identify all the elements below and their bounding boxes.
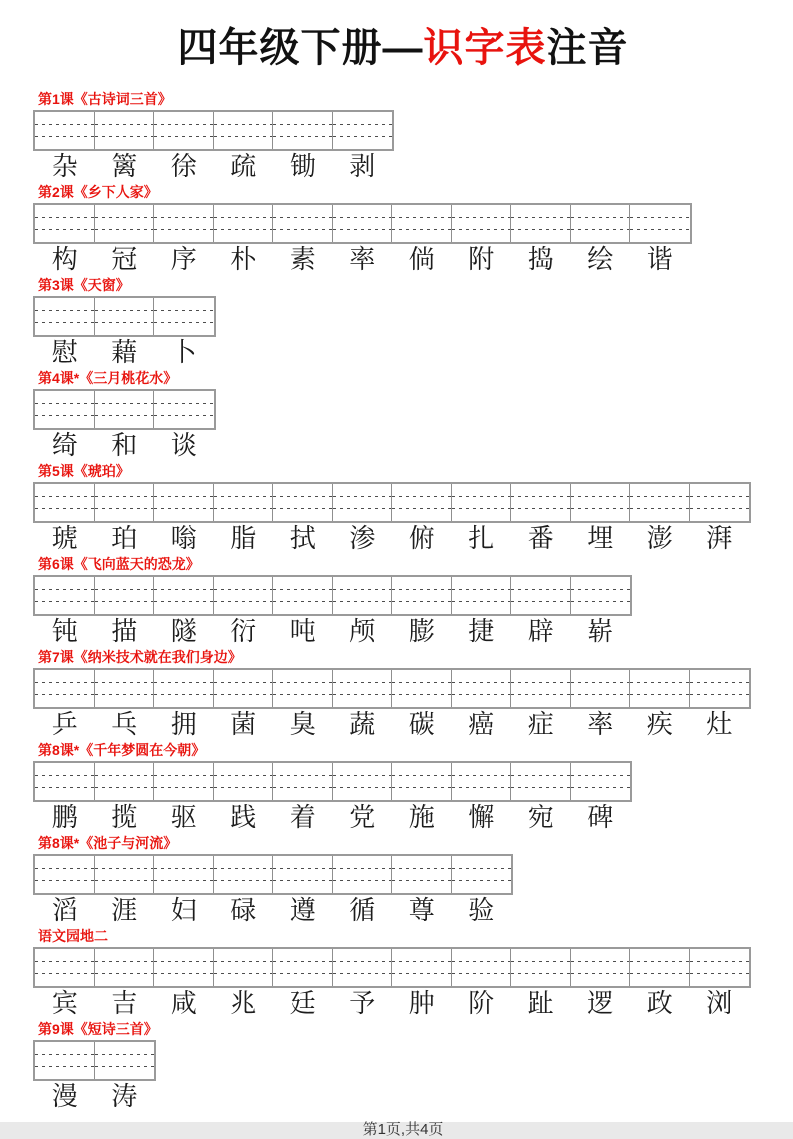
pinyin-cell bbox=[333, 112, 393, 149]
pinyin-cell bbox=[511, 484, 571, 521]
pinyin-cell bbox=[154, 763, 214, 800]
character-cell: 率 bbox=[349, 245, 376, 275]
pinyin-cell bbox=[630, 205, 690, 242]
pinyin-cell bbox=[214, 949, 274, 986]
character-cell: 嗡 bbox=[170, 524, 197, 554]
character-cell: 兆 bbox=[230, 989, 257, 1019]
pinyin-cell bbox=[392, 856, 452, 893]
pinyin-cell bbox=[35, 298, 95, 335]
pinyin-cell bbox=[35, 763, 95, 800]
character-cell: 谈 bbox=[170, 431, 197, 461]
pinyin-cell bbox=[392, 484, 452, 521]
lesson-section bbox=[33, 277, 773, 369]
character-cell: 蔬 bbox=[349, 710, 376, 740]
character-cell: 绘 bbox=[587, 245, 614, 275]
pinyin-cell bbox=[154, 205, 214, 242]
lesson-section bbox=[33, 742, 773, 834]
character-row bbox=[35, 1082, 773, 1113]
character-cell: 俯 bbox=[408, 524, 435, 554]
page-title-prefix: 四年级下册— bbox=[177, 26, 424, 70]
character-cell: 冠 bbox=[111, 245, 138, 275]
character-cell: 尊 bbox=[408, 896, 435, 926]
pinyin-grid bbox=[33, 482, 751, 523]
section-label: 语文园地二 bbox=[38, 928, 108, 944]
pinyin-cell bbox=[333, 205, 393, 242]
lesson-section bbox=[33, 463, 773, 555]
character-cell: 篱 bbox=[111, 152, 138, 182]
pinyin-cell bbox=[35, 391, 95, 428]
character-cell: 着 bbox=[289, 803, 316, 833]
character-cell: 描 bbox=[111, 617, 138, 647]
pinyin-grid bbox=[33, 1040, 156, 1081]
pinyin-cell bbox=[571, 670, 631, 707]
character-row bbox=[35, 617, 773, 648]
pinyin-cell bbox=[35, 949, 95, 986]
pinyin-cell bbox=[333, 856, 393, 893]
pinyin-cell bbox=[333, 577, 393, 614]
pinyin-cell bbox=[35, 112, 95, 149]
character-cell: 隧 bbox=[170, 617, 197, 647]
pinyin-cell bbox=[35, 670, 95, 707]
character-cell: 钝 bbox=[51, 617, 78, 647]
character-cell: 锄 bbox=[289, 152, 316, 182]
character-cell: 和 bbox=[111, 431, 138, 461]
lesson-section bbox=[33, 649, 773, 741]
pinyin-cell bbox=[154, 670, 214, 707]
pinyin-cell bbox=[95, 391, 155, 428]
pinyin-cell bbox=[452, 205, 512, 242]
character-cell: 构 bbox=[51, 245, 78, 275]
pinyin-grid bbox=[33, 203, 692, 244]
character-row bbox=[35, 338, 773, 369]
character-cell: 漫 bbox=[51, 1082, 78, 1112]
pinyin-cell bbox=[452, 670, 512, 707]
pinyin-cell bbox=[392, 949, 452, 986]
character-cell: 碑 bbox=[587, 803, 614, 833]
pinyin-cell bbox=[95, 205, 155, 242]
pinyin-grid bbox=[33, 668, 751, 709]
character-cell: 浏 bbox=[706, 989, 733, 1019]
pinyin-cell bbox=[35, 577, 95, 614]
character-cell: 肿 bbox=[408, 989, 435, 1019]
section-label: 第1课《古诗词三首》 bbox=[38, 91, 172, 107]
pinyin-cell bbox=[273, 484, 333, 521]
character-cell: 滔 bbox=[51, 896, 78, 926]
pinyin-grid bbox=[33, 854, 513, 895]
character-cell: 涯 bbox=[111, 896, 138, 926]
character-cell: 埋 bbox=[587, 524, 614, 554]
character-cell: 番 bbox=[527, 524, 554, 554]
character-cell: 渗 bbox=[349, 524, 376, 554]
page-title bbox=[33, 24, 773, 72]
section-label: 第8课*《千年梦圆在今朝》 bbox=[38, 742, 206, 758]
character-cell: 倘 bbox=[408, 245, 435, 275]
pinyin-cell bbox=[95, 484, 155, 521]
character-cell: 崭 bbox=[587, 617, 614, 647]
character-cell: 政 bbox=[646, 989, 673, 1019]
pinyin-cell bbox=[154, 112, 214, 149]
character-cell: 吨 bbox=[289, 617, 316, 647]
character-cell: 珀 bbox=[111, 524, 138, 554]
page-number: 第1页,共4页 bbox=[362, 1121, 444, 1138]
character-cell: 琥 bbox=[51, 524, 78, 554]
character-cell: 廷 bbox=[289, 989, 316, 1019]
pinyin-cell bbox=[571, 763, 631, 800]
character-cell: 慰 bbox=[51, 338, 78, 368]
character-cell: 懈 bbox=[468, 803, 495, 833]
character-cell: 疾 bbox=[646, 710, 673, 740]
character-row bbox=[35, 245, 773, 276]
section-label: 第6课《飞向蓝天的恐龙》 bbox=[38, 556, 200, 572]
pinyin-cell bbox=[571, 949, 631, 986]
pinyin-cell bbox=[511, 949, 571, 986]
page-title-suffix: 注音 bbox=[546, 26, 629, 70]
character-cell: 症 bbox=[527, 710, 554, 740]
pinyin-cell bbox=[630, 484, 690, 521]
character-cell: 妇 bbox=[170, 896, 197, 926]
character-cell: 癌 bbox=[468, 710, 495, 740]
section-label: 第7课《纳米技术就在我们身边》 bbox=[38, 649, 242, 665]
pinyin-cell bbox=[95, 856, 155, 893]
pinyin-cell bbox=[154, 856, 214, 893]
section-label: 第3课《天窗》 bbox=[38, 277, 130, 293]
character-cell: 捣 bbox=[527, 245, 554, 275]
character-cell: 藉 bbox=[111, 338, 138, 368]
pinyin-cell bbox=[214, 577, 274, 614]
character-cell: 咸 bbox=[170, 989, 197, 1019]
character-cell: 谐 bbox=[646, 245, 673, 275]
pinyin-cell bbox=[511, 670, 571, 707]
pinyin-cell bbox=[630, 949, 690, 986]
pinyin-cell bbox=[154, 949, 214, 986]
pinyin-cell bbox=[95, 112, 155, 149]
lesson-section bbox=[33, 1021, 773, 1113]
character-cell: 臭 bbox=[289, 710, 316, 740]
character-cell: 乓 bbox=[111, 710, 138, 740]
lesson-section bbox=[33, 835, 773, 927]
pinyin-cell bbox=[690, 670, 750, 707]
character-cell: 验 bbox=[468, 896, 495, 926]
pinyin-cell bbox=[333, 484, 393, 521]
pinyin-cell bbox=[571, 484, 631, 521]
pinyin-cell bbox=[214, 856, 274, 893]
character-cell: 涛 bbox=[111, 1082, 138, 1112]
character-cell: 吉 bbox=[111, 989, 138, 1019]
character-row bbox=[35, 431, 773, 462]
character-cell: 拥 bbox=[170, 710, 197, 740]
pinyin-grid bbox=[33, 110, 394, 151]
pinyin-cell bbox=[154, 298, 214, 335]
character-cell: 碌 bbox=[230, 896, 257, 926]
character-row bbox=[35, 710, 773, 741]
character-cell: 碳 bbox=[408, 710, 435, 740]
pinyin-cell bbox=[392, 205, 452, 242]
character-cell: 鹏 bbox=[51, 803, 78, 833]
character-cell: 拭 bbox=[289, 524, 316, 554]
character-row bbox=[35, 896, 773, 927]
pinyin-cell bbox=[95, 298, 155, 335]
character-row bbox=[35, 152, 773, 183]
pinyin-cell bbox=[511, 763, 571, 800]
section-label: 第2课《乡下人家》 bbox=[38, 184, 158, 200]
pinyin-cell bbox=[273, 949, 333, 986]
sections bbox=[33, 91, 773, 1113]
character-cell: 宾 bbox=[51, 989, 78, 1019]
pinyin-cell bbox=[333, 949, 393, 986]
character-cell: 辟 bbox=[527, 617, 554, 647]
pinyin-cell bbox=[95, 670, 155, 707]
pinyin-cell bbox=[35, 484, 95, 521]
page-title-highlight: 识字表 bbox=[423, 26, 547, 70]
character-row bbox=[35, 803, 773, 834]
character-cell: 菌 bbox=[230, 710, 257, 740]
pinyin-grid bbox=[33, 575, 632, 616]
section-label: 第9课《短诗三首》 bbox=[38, 1021, 158, 1037]
pinyin-cell bbox=[214, 205, 274, 242]
pinyin-grid bbox=[33, 296, 216, 337]
pinyin-cell bbox=[511, 205, 571, 242]
pinyin-cell bbox=[690, 484, 750, 521]
character-cell: 卜 bbox=[170, 338, 197, 368]
character-cell: 乒 bbox=[51, 710, 78, 740]
character-cell: 疏 bbox=[230, 152, 257, 182]
section-label: 第5课《琥珀》 bbox=[38, 463, 130, 479]
pinyin-cell bbox=[273, 205, 333, 242]
pinyin-cell bbox=[95, 949, 155, 986]
section-label: 第8课*《池子与河流》 bbox=[38, 835, 178, 851]
character-cell: 趾 bbox=[527, 989, 554, 1019]
pinyin-cell bbox=[35, 856, 95, 893]
pinyin-cell bbox=[392, 577, 452, 614]
character-cell: 阶 bbox=[468, 989, 495, 1019]
character-cell: 附 bbox=[468, 245, 495, 275]
lesson-section bbox=[33, 556, 773, 648]
pinyin-cell bbox=[690, 949, 750, 986]
character-cell: 遵 bbox=[289, 896, 316, 926]
pinyin-cell bbox=[154, 577, 214, 614]
pinyin-cell bbox=[273, 112, 333, 149]
pinyin-cell bbox=[571, 205, 631, 242]
character-cell: 率 bbox=[587, 710, 614, 740]
character-cell: 党 bbox=[349, 803, 376, 833]
pinyin-cell bbox=[452, 856, 512, 893]
character-cell: 逻 bbox=[587, 989, 614, 1019]
pinyin-grid bbox=[33, 761, 632, 802]
pinyin-cell bbox=[35, 1042, 95, 1079]
lesson-section bbox=[33, 370, 773, 462]
lesson-section bbox=[33, 184, 773, 276]
pinyin-cell bbox=[392, 670, 452, 707]
character-cell: 施 bbox=[408, 803, 435, 833]
pinyin-cell bbox=[273, 670, 333, 707]
pinyin-cell bbox=[571, 577, 631, 614]
character-row bbox=[35, 524, 773, 555]
character-cell: 扎 bbox=[468, 524, 495, 554]
character-cell: 揽 bbox=[111, 803, 138, 833]
character-cell: 素 bbox=[289, 245, 316, 275]
character-cell: 予 bbox=[349, 989, 376, 1019]
character-cell: 序 bbox=[170, 245, 197, 275]
pinyin-cell bbox=[452, 763, 512, 800]
character-cell: 循 bbox=[349, 896, 376, 926]
pinyin-cell bbox=[630, 670, 690, 707]
pinyin-cell bbox=[452, 484, 512, 521]
character-cell: 朴 bbox=[230, 245, 257, 275]
pinyin-cell bbox=[273, 577, 333, 614]
character-cell: 湃 bbox=[706, 524, 733, 554]
pinyin-cell bbox=[452, 949, 512, 986]
pinyin-cell bbox=[95, 577, 155, 614]
pinyin-cell bbox=[154, 391, 214, 428]
pinyin-cell bbox=[273, 763, 333, 800]
character-cell: 衍 bbox=[230, 617, 257, 647]
character-cell: 杂 bbox=[51, 152, 78, 182]
pinyin-cell bbox=[95, 763, 155, 800]
pinyin-cell bbox=[273, 856, 333, 893]
pinyin-cell bbox=[95, 1042, 155, 1079]
pinyin-cell bbox=[214, 670, 274, 707]
character-row bbox=[35, 989, 773, 1020]
character-cell: 澎 bbox=[646, 524, 673, 554]
character-cell: 践 bbox=[230, 803, 257, 833]
lesson-section bbox=[33, 928, 773, 1020]
pinyin-cell bbox=[452, 577, 512, 614]
character-cell: 绮 bbox=[51, 431, 78, 461]
pinyin-cell bbox=[214, 112, 274, 149]
character-cell: 灶 bbox=[706, 710, 733, 740]
pinyin-cell bbox=[333, 763, 393, 800]
pinyin-cell bbox=[214, 484, 274, 521]
pinyin-cell bbox=[333, 670, 393, 707]
character-cell: 脂 bbox=[230, 524, 257, 554]
character-cell: 徐 bbox=[170, 152, 197, 182]
section-label: 第4课*《三月桃花水》 bbox=[38, 370, 178, 386]
character-cell: 驱 bbox=[170, 803, 197, 833]
pinyin-cell bbox=[154, 484, 214, 521]
pinyin-cell bbox=[392, 763, 452, 800]
character-cell: 宛 bbox=[527, 803, 554, 833]
pinyin-cell bbox=[214, 763, 274, 800]
character-cell: 颅 bbox=[349, 617, 376, 647]
character-cell: 捷 bbox=[468, 617, 495, 647]
lesson-section bbox=[33, 91, 773, 183]
pinyin-grid bbox=[33, 947, 751, 988]
pinyin-grid bbox=[33, 389, 216, 430]
pinyin-cell bbox=[511, 577, 571, 614]
character-cell: 膨 bbox=[408, 617, 435, 647]
character-cell: 剥 bbox=[349, 152, 376, 182]
pinyin-cell bbox=[35, 205, 95, 242]
